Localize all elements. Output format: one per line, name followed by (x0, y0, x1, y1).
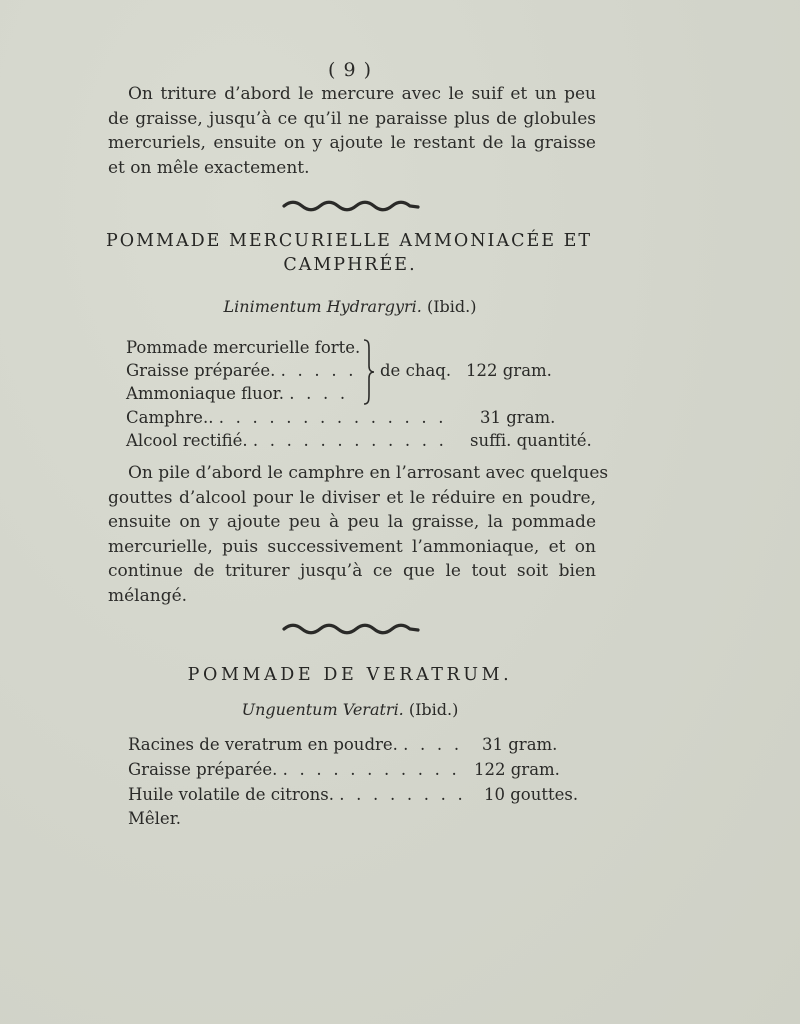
ingredient-row (126, 408, 447, 427)
method-line: mercurielle, puis successivement l’ammoniaque, et on (108, 536, 596, 557)
leader-dots: . . . . . . . . . . . (282, 760, 460, 779)
section1-latin-name: Linimentum Hydrargyri. (223, 297, 422, 316)
section1-source: (Ibid.) (426, 297, 477, 316)
ingredient-name: Graisse préparée. (126, 361, 276, 380)
method-line: mélangé. (108, 585, 188, 606)
ingredient-row (126, 338, 360, 357)
grouped-quantity-label: de chaq. (380, 361, 452, 380)
intro-line: mercuriels, ensuite on y ajoute le restant de la graisse (108, 133, 596, 153)
ingredient-quantity: 31 gram. (480, 408, 556, 427)
ingredient-row (128, 760, 460, 779)
ingredient-quantity: 31 gram. (482, 735, 558, 754)
leader-dots: . . . . . . . . . . . . . . (218, 408, 447, 427)
ingredient-name: Camphre.. (126, 408, 214, 427)
page-number: ( 9 ) (328, 59, 372, 81)
section1-title-line2: CAMPHRÉE. (283, 255, 417, 275)
section2-source: (Ibid.) (408, 700, 459, 719)
ingredient-row (126, 384, 348, 403)
intro-line: de graisse, jusqu’à ce qu’il ne paraisse plus de globules (108, 108, 596, 129)
ingredient-name: Alcool rectifié. (126, 431, 248, 450)
method-line: gouttes d’alcool pour le diviser et le réduire en poudre, (108, 487, 596, 508)
ornament-divider (282, 622, 420, 636)
ingredient-quantity: 10 gouttes. (484, 785, 579, 804)
ingredient-name: Graisse préparée. (128, 760, 278, 779)
ingredient-quantity: 122 gram. (474, 760, 560, 779)
ornament-divider (282, 199, 420, 213)
ingredient-row (126, 431, 447, 450)
section2-subtitle (0, 700, 700, 719)
closing-instruction: Mêler. (128, 809, 182, 828)
ingredient-name: Huile volatile de citrons. (128, 785, 335, 804)
ingredient-quantity: suffi. quantité. (470, 431, 592, 450)
ingredient-row (128, 735, 462, 754)
leader-dots: . . . . (289, 384, 349, 403)
intro-paragraph (108, 82, 596, 180)
section2-latin-name: Unguentum Veratri. (241, 700, 404, 719)
leader-dots: . . . . . . . . . . . . (252, 431, 448, 450)
method-line: ensuite on y ajoute peu à peu la graisse, la pommade (108, 512, 596, 532)
ingredient-row (126, 361, 357, 380)
method-line: On pile d’abord le camphre en l’arrosant avec quelques (128, 463, 609, 483)
section1-subtitle (0, 297, 700, 316)
ingredient-row (128, 785, 466, 804)
leader-dots: . . . . . . . . (339, 785, 466, 804)
intro-line: et on mêle exactement. (108, 157, 310, 178)
intro-line: On triture d’abord le mercure avec le suif et un peu (128, 84, 596, 104)
method-line: continue de triturer jusqu’à ce que le tout soit bien (108, 561, 596, 581)
method-paragraph (108, 461, 609, 608)
ingredient-name: Ammoniaque fluor. (126, 384, 284, 403)
section2-title: POMMADE DE VERATRUM. (187, 665, 513, 685)
ingredient-name: Pommade mercurielle forte. (126, 338, 361, 357)
grouping-brace (362, 338, 376, 406)
ingredient-name: Racines de veratrum en poudre. (128, 735, 398, 754)
leader-dots: . . . . (403, 735, 463, 754)
grouped-quantity-value: 122 gram. (466, 361, 552, 380)
section1-title-line1: POMMADE MERCURIELLE AMMONIACÉE ET (106, 231, 593, 251)
leader-dots: . . . . . (280, 361, 357, 380)
